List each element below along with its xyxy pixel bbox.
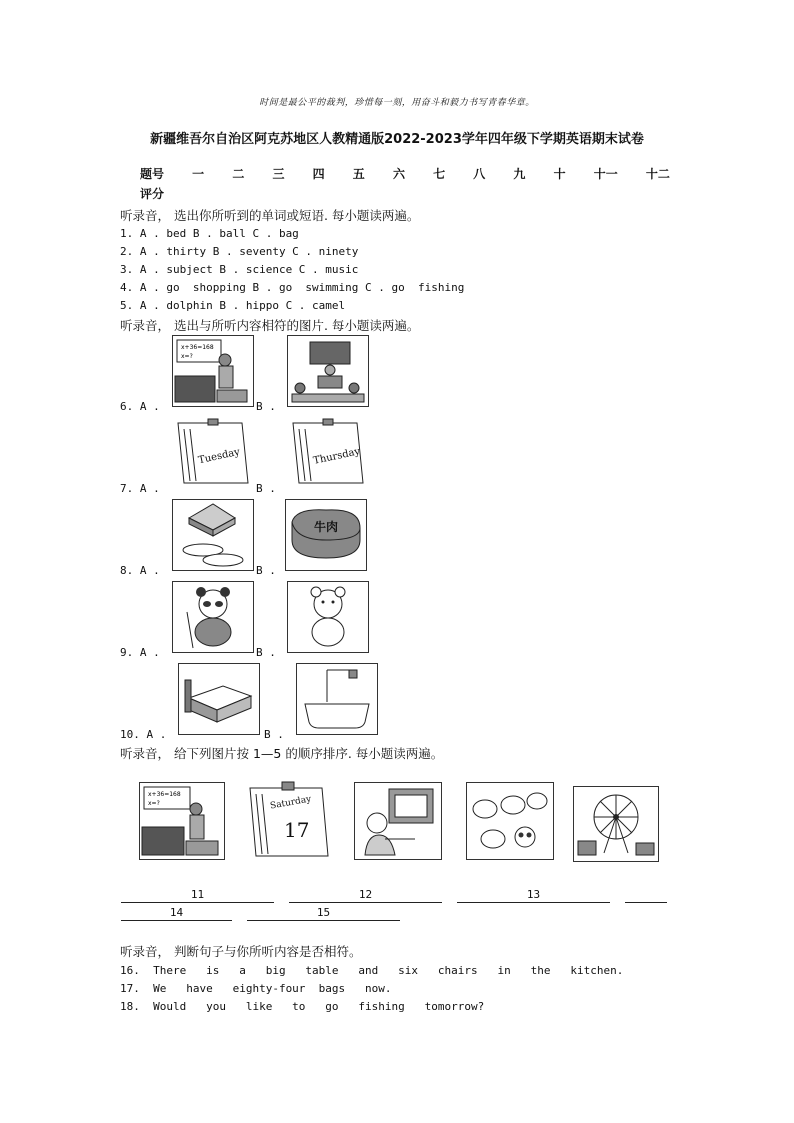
score-row-label: 评分 — [140, 187, 165, 201]
bear-image — [287, 581, 369, 653]
score-header: 十二 — [645, 167, 670, 181]
beef-image — [285, 499, 367, 571]
question-1: 1. A . bed B . ball C . bag — [120, 227, 299, 240]
answer-blank-14-start[interactable] — [625, 889, 667, 903]
answer-blank-12[interactable]: 12 — [289, 889, 442, 903]
score-header: 四 — [312, 167, 325, 181]
calendar-day-text: Saturday — [269, 794, 313, 812]
score-header: 十 — [553, 167, 566, 181]
question-9-label: 9. A . — [120, 646, 160, 659]
answer-blank-11[interactable]: 11 — [121, 889, 274, 903]
order-image-calendar — [244, 780, 332, 860]
question-6-b-label: B . — [256, 400, 276, 413]
question-6-label: 6. A . — [120, 400, 160, 413]
calendar-tuesday-image — [172, 417, 254, 489]
svg-text:x=?: x=? — [181, 353, 193, 360]
answer-blank-15[interactable]: 15 — [247, 907, 400, 921]
question-10-label: 10. A . — [120, 728, 167, 741]
exam-title: 新疆维吾尔自治区阿克苏地区人教精通版2022-2023学年四年级下学期英语期末试卷 — [150, 132, 644, 147]
question-9-b-label: B . — [256, 646, 276, 659]
section4-instruction: 听录音， 判断句子与你所听内容是否相符。 — [120, 944, 362, 959]
order-image-teacher — [139, 782, 225, 860]
question-10-b-label: B . — [264, 728, 284, 741]
bathtub-image — [296, 663, 378, 735]
question-16: 16. There is a big table and six chairs in the kitchen. — [120, 964, 624, 977]
question-3: 3. A . subject B . science C . music — [120, 263, 359, 276]
score-header: 题号 — [140, 167, 165, 181]
order-image-ferris-wheel — [573, 786, 659, 862]
question-18: 18. Would you like to go fishing tomorrow? — [120, 1000, 485, 1013]
question-7-label: 7. A . — [120, 482, 160, 495]
score-header: 七 — [433, 167, 446, 181]
score-header: 一 — [192, 167, 205, 181]
question-5: 5. A . dolphin B . hippo C . camel — [120, 299, 346, 312]
score-row-headers — [140, 165, 670, 182]
answer-blank-14[interactable]: 14 — [121, 907, 232, 921]
header-motto: 时间是最公平的裁判，珍惜每一刻，用奋斗和毅力书写青春华章。 — [259, 98, 535, 108]
score-table — [140, 165, 670, 202]
question-4: 4. A . go shopping B . go swimming C . go fishing — [120, 281, 465, 294]
order-image-computer — [354, 782, 442, 860]
svg-text:x+36=168: x+36=168 — [181, 344, 214, 351]
panda-image — [172, 581, 254, 653]
teacher-blackboard-image — [172, 335, 254, 407]
section2-instruction: 听录音， 选出与所听内容相符的图片. 每小题读两遍。 — [120, 318, 420, 333]
score-header: 二 — [232, 167, 245, 181]
calendar-day-text: Tuesday — [197, 446, 241, 467]
section1-instruction: 听录音， 选出你所听到的单词或短语. 每小题读两遍。 — [120, 208, 420, 223]
question-2: 2. A . thirty B . seventy C . ninety — [120, 245, 359, 258]
score-header: 五 — [352, 167, 365, 181]
svg-text:x=?: x=? — [148, 800, 160, 807]
section3-instruction: 听录音， 给下列图片按 1—5 的顺序排序. 每小题读两遍。 — [120, 746, 444, 761]
score-header: 八 — [473, 167, 486, 181]
beef-label: 牛肉 — [314, 520, 339, 534]
score-header: 三 — [272, 167, 285, 181]
question-8-b-label: B . — [256, 564, 276, 577]
sandwich-sausage-image — [172, 499, 254, 571]
score-header: 九 — [513, 167, 526, 181]
calendar-day-text: Thursday — [312, 446, 362, 467]
answer-blank-13[interactable]: 13 — [457, 889, 610, 903]
question-7-b-label: B . — [256, 482, 276, 495]
svg-text:x+36=168: x+36=168 — [148, 791, 181, 798]
calendar-date-text: 17 — [284, 818, 310, 842]
order-image-animals — [466, 782, 554, 860]
question-17: 17. We have eighty-four bags now. — [120, 982, 392, 995]
classroom-image — [287, 335, 369, 407]
question-8-label: 8. A . — [120, 564, 160, 577]
calendar-thursday-image — [287, 417, 369, 489]
score-header: 六 — [392, 167, 405, 181]
bed-image — [178, 663, 260, 735]
score-header: 十一 — [593, 167, 618, 181]
